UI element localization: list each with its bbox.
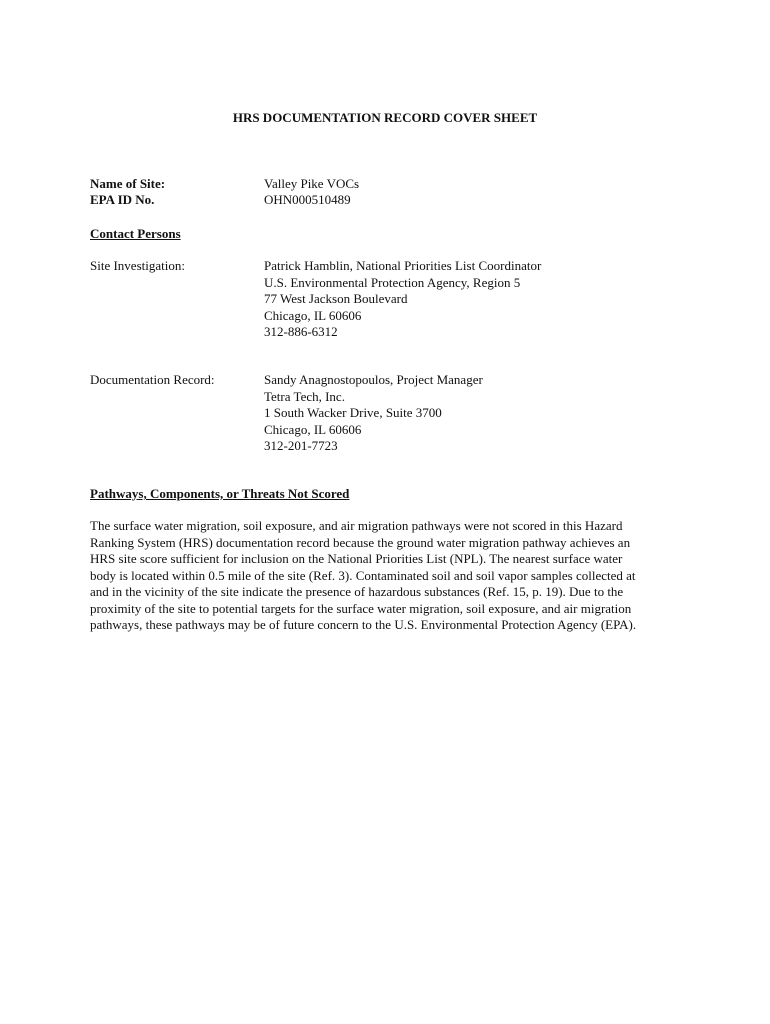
paragraph-line: HRS site score sufficient for inclusion on the National Priorities List (NPL). The nearest surface water bbox=[90, 551, 623, 566]
paragraph-line: and in the vicinity of the site indicate the presence of hazardous substances (Ref. 15, p. 19). Due to the bbox=[90, 584, 624, 599]
paragraph-line: The surface water migration, soil exposure, and air migration pathways were not scored in this Hazard bbox=[90, 518, 623, 533]
site-name-label: Name of Site: bbox=[90, 176, 166, 191]
documentation-record-line: 312-201-7723 bbox=[264, 438, 338, 453]
epa-id-label: EPA ID No. bbox=[90, 192, 155, 207]
paragraph-line: Ranking System (HRS) documentation record because the ground water migration pathway achieves an bbox=[90, 534, 631, 550]
documentation-record-line: Chicago, IL 60606 bbox=[264, 421, 362, 437]
site-name-value: Valley Pike VOCs bbox=[264, 176, 360, 191]
documentation-record-line: Sandy Anagnostopoulos, Project Manager bbox=[264, 372, 483, 387]
paragraph-line: pathways, these pathways may be of future concern to the U.S. Environmental Protection Agency (EPA). bbox=[90, 617, 637, 632]
documentation-record-label: Documentation Record: bbox=[90, 372, 215, 387]
site-investigation-contact bbox=[264, 258, 541, 341]
pathways-heading: Pathways, Components, or Threats Not Scored bbox=[90, 486, 350, 501]
site-investigation-line: Patrick Hamblin, National Priorities List Coordinator bbox=[264, 258, 542, 273]
site-investigation-line: 312-886-6312 bbox=[264, 324, 338, 339]
site-investigation-line: U.S. Environmental Protection Agency, Region 5 bbox=[264, 274, 521, 290]
page-title: HRS DOCUMENTATION RECORD COVER SHEET bbox=[232, 110, 538, 125]
site-investigation-line: Chicago, IL 60606 bbox=[264, 307, 362, 323]
paragraph-line: body is located within 0.5 mile of the site (Ref. 3). Contaminated soil and soil vapor samples collected at bbox=[90, 567, 636, 583]
pathways-paragraph bbox=[90, 518, 690, 634]
paragraph-line: proximity of the site to potential targets for the surface water migration, soil exposure, and air migration bbox=[90, 600, 632, 616]
documentation-record-line: Tetra Tech, Inc. bbox=[264, 388, 345, 404]
contact-persons-heading: Contact Persons bbox=[90, 226, 181, 241]
site-investigation-label: Site Investigation: bbox=[90, 258, 185, 273]
documentation-record-contact bbox=[264, 372, 483, 455]
epa-id-value: OHN000510489 bbox=[264, 192, 351, 207]
site-investigation-line: 77 West Jackson Boulevard bbox=[264, 291, 408, 306]
documentation-record-line: 1 South Wacker Drive, Suite 3700 bbox=[264, 405, 442, 420]
